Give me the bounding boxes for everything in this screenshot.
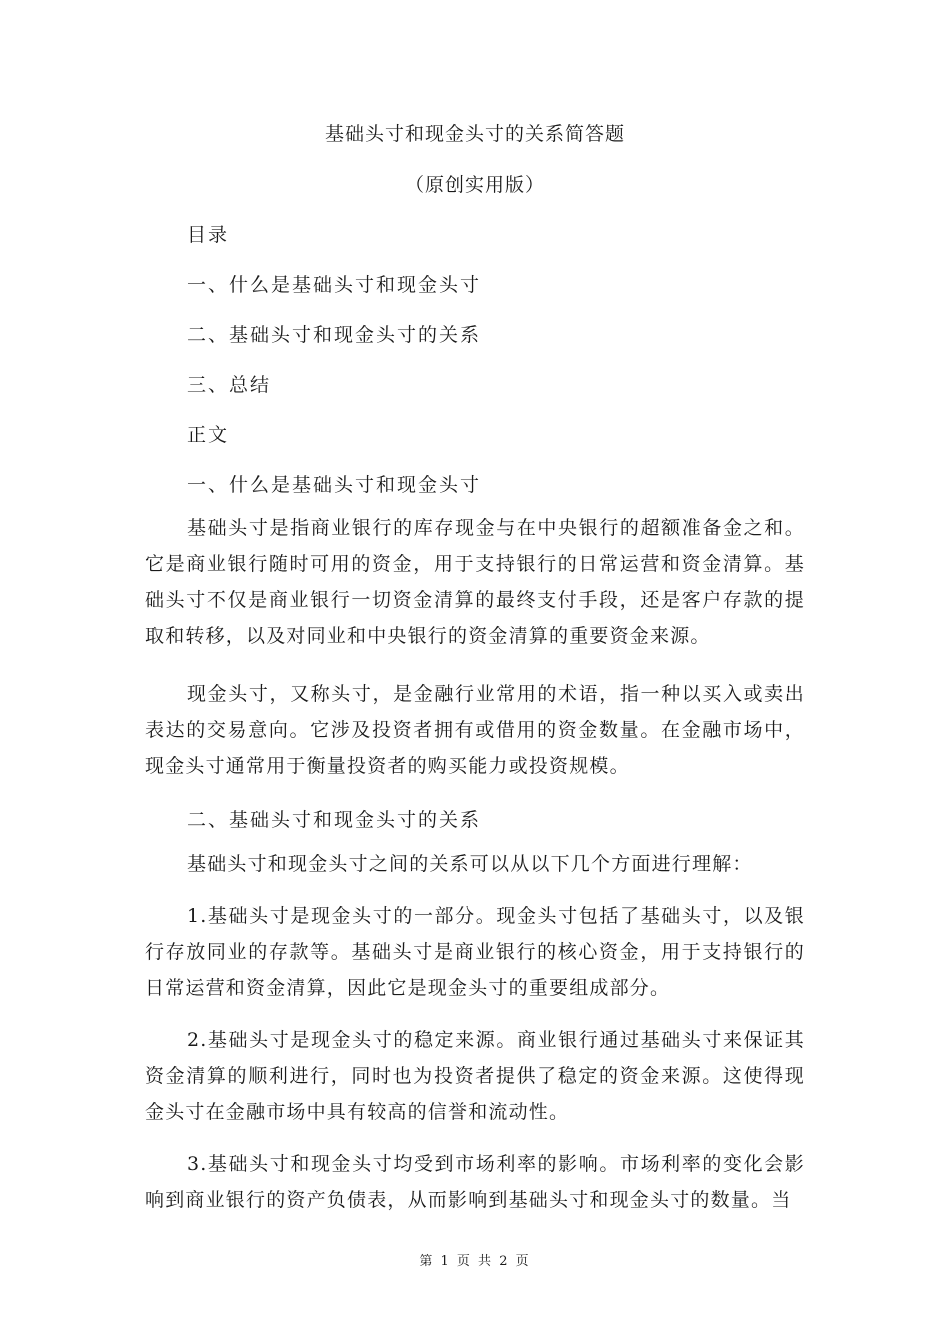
toc-item-3: 三、总结	[187, 374, 272, 396]
body-heading: 正文	[187, 424, 230, 446]
section1-paragraph-1: 基础头寸是指商业银行的库存现金与在中央银行的超额准备金之和。它是商业银行随时可用的资金，用于支持银行的日常运营和资金清算。基础头寸不仅是商业银行一切资金清算的最终支付手段，还是客户存款的提取和转移，以及对同业和中央银行的资金清算的重要资金来源。	[145, 517, 805, 647]
section2-heading: 二、基础头寸和现金头寸的关系	[187, 809, 482, 831]
document-title: 基础头寸和现金头寸的关系简答题	[324, 123, 625, 145]
section1-heading: 一、什么是基础头寸和现金头寸	[187, 474, 482, 496]
toc-item-2: 二、基础头寸和现金头寸的关系	[187, 324, 482, 346]
section2-point-3: 3.基础头寸和现金头寸均受到市场利率的影响。市场利率的变化会影响到商业银行的资产负债表，从而影响到基础头寸和现金头寸的数量。当	[145, 1153, 805, 1211]
document-subtitle: （原创实用版）	[404, 174, 545, 196]
section1-paragraph-2: 现金头寸，又称头寸，是金融行业常用的术语，指一种以买入或卖出表达的交易意向。它涉及投资者拥有或借用的资金数量。在金融市场中，现金头寸通常用于衡量投资者的购买能力或投资规模。	[145, 683, 805, 777]
toc-heading: 目录	[187, 224, 230, 246]
section2-point-1: 1.基础头寸是现金头寸的一部分。现金头寸包括了基础头寸，以及银行存放同业的存款等。基础头寸是商业银行的核心资金，用于支持银行的日常运营和资金清算，因此它是现金头寸的重要组成部分。	[145, 905, 805, 999]
page-footer: 第 1 页 共 2 页	[419, 1254, 531, 1269]
section2-point-2: 2.基础头寸是现金头寸的稳定来源。商业银行通过基础头寸来保证其资金清算的顺利进行，同时也为投资者提供了稳定的资金来源。这使得现金头寸在金融市场中具有较高的信誉和流动性。	[145, 1029, 805, 1123]
toc-item-1: 一、什么是基础头寸和现金头寸	[187, 274, 482, 296]
section2-intro: 基础头寸和现金头寸之间的关系可以从以下几个方面进行理解：	[187, 853, 753, 875]
